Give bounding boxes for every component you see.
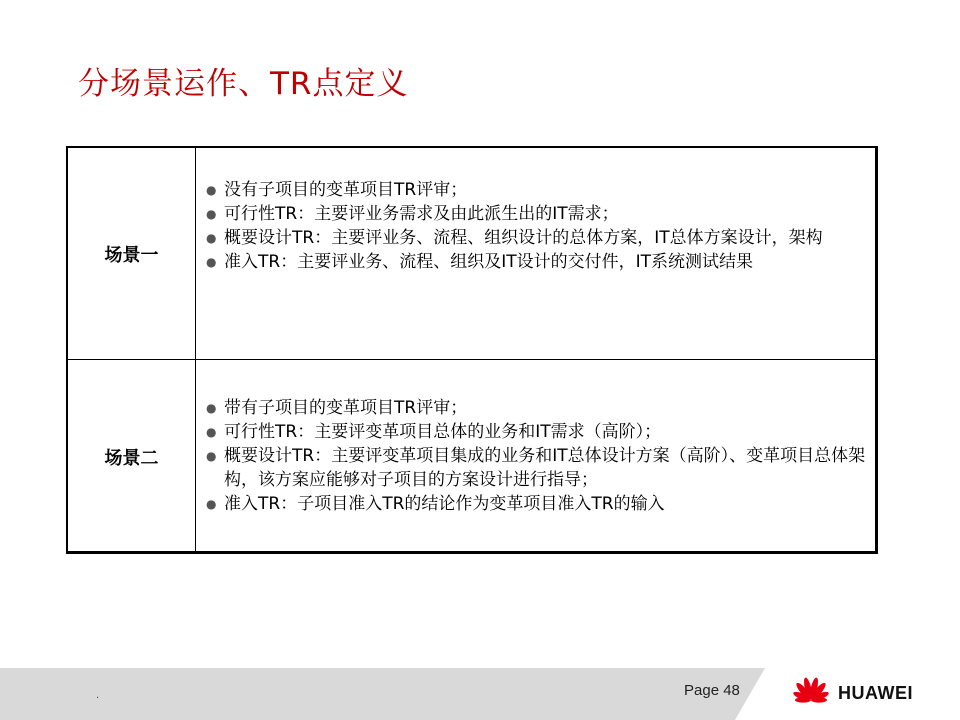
bullet-list xyxy=(206,396,867,516)
list-item-text: 准入TR：主要评业务、流程、组织及IT设计的交付件，IT系统测试结果 xyxy=(224,252,753,272)
slide-title: 分场景运作、TR点定义 xyxy=(78,66,409,102)
bullet-list xyxy=(206,178,823,274)
bullet-icon: ● xyxy=(206,231,217,245)
table-row xyxy=(68,360,875,553)
bullet-icon: ● xyxy=(206,497,217,511)
list-item-text: 可行性TR：主要评变革项目总体的业务和IT需求（高阶）； xyxy=(224,422,662,442)
list-item xyxy=(206,250,823,274)
list-item-text: 概要设计TR：主要评变革项目集成的业务和IT总体设计方案（高阶）、变革项目总体架构，该方案应能够对子项目的方案设计进行指导； xyxy=(224,446,866,490)
scenario-content xyxy=(196,148,875,359)
scenario-content xyxy=(196,360,875,553)
huawei-logo-icon xyxy=(788,674,834,714)
scenario-label: 场景二 xyxy=(68,360,196,553)
footer-dot: . xyxy=(96,690,100,701)
scenario-label: 场景一 xyxy=(68,148,196,359)
bullet-icon: ● xyxy=(206,255,217,269)
list-item-text: 没有子项目的变革项目TR评审； xyxy=(224,180,468,200)
list-item-text: 带有子项目的变革项目TR评审； xyxy=(224,398,468,418)
bullet-icon: ● xyxy=(206,207,217,221)
list-item xyxy=(206,492,867,516)
list-item xyxy=(206,202,823,226)
brand-name: HUAWEI xyxy=(838,683,913,703)
page-number: Page 48 xyxy=(684,682,740,699)
bullet-icon: ● xyxy=(206,425,217,439)
bullet-icon: ● xyxy=(206,183,217,197)
bullet-icon: ● xyxy=(206,449,217,463)
list-item xyxy=(206,444,867,492)
scenario-table xyxy=(66,146,878,554)
list-item-text: 概要设计TR：主要评业务、流程、组织设计的总体方案，IT总体方案设计，架构 xyxy=(224,228,823,248)
list-item xyxy=(206,420,867,444)
list-item xyxy=(206,396,867,420)
list-item-text: 准入TR：子项目准入TR的结论作为变革项目准入TR的输入 xyxy=(224,494,665,514)
list-item-text: 可行性TR：主要评业务需求及由此派生出的IT需求； xyxy=(224,204,619,224)
bullet-icon: ● xyxy=(206,401,217,415)
list-item xyxy=(206,178,823,202)
table-row xyxy=(68,148,875,360)
list-item xyxy=(206,226,823,250)
